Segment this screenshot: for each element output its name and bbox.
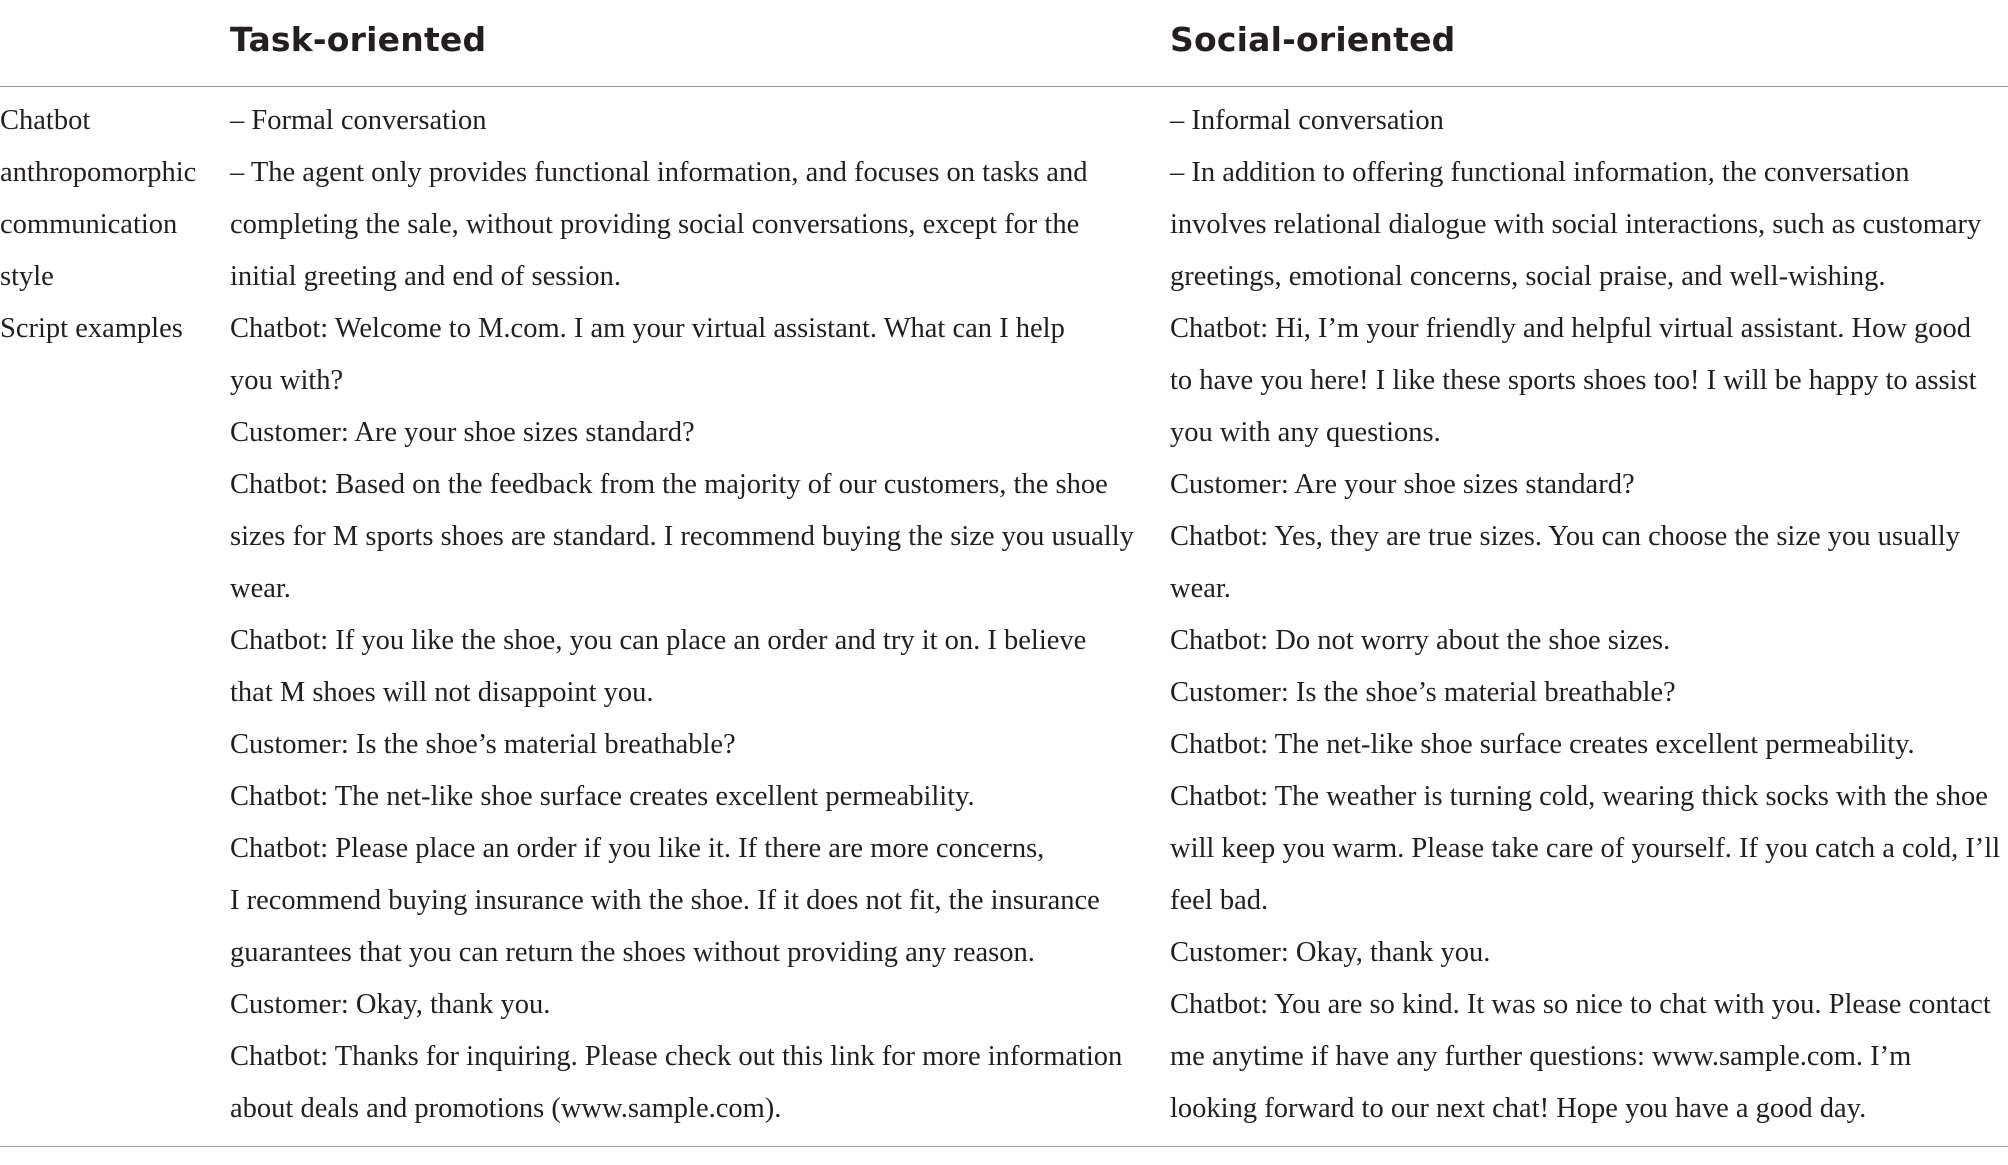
cell-line: – In addition to offering functional information, the conversation xyxy=(1170,157,1910,188)
row-label xyxy=(0,95,220,303)
cell-line: Chatbot: The weather is turning cold, wearing thick socks with the shoe xyxy=(1170,781,1988,812)
row-label-line: Script examples xyxy=(0,313,183,344)
cell-line: I recommend buying insurance with the shoe. If it does not fit, the insurance xyxy=(230,885,1100,916)
row-label-line: Chatbot xyxy=(0,105,91,136)
cell-line: will keep you warm. Please take care of yourself. If you catch a cold, I’ll xyxy=(1170,833,2001,864)
cell-line: about deals and promotions (www.sample.com). xyxy=(230,1093,782,1124)
table-row-communication-style xyxy=(0,95,2008,303)
cell-line: me anytime if have any further questions: www.sample.com. I’m xyxy=(1170,1041,1912,1072)
cell-line: sizes for M sports shoes are standard. I recommend buying the size you usually xyxy=(230,521,1134,552)
cell-line: wear. xyxy=(1170,573,1231,604)
cell-line: Chatbot: Based on the feedback from the majority of our customers, the shoe xyxy=(230,469,1108,500)
cell-line: Chatbot: You are so kind. It was so nice to chat with you. Please contact xyxy=(1170,989,1991,1020)
task-oriented-cell xyxy=(230,303,1150,1135)
cell-line: Chatbot: Yes, they are true sizes. You can choose the size you usually xyxy=(1170,521,1960,552)
social-oriented-cell xyxy=(1170,95,2005,303)
task-oriented-cell xyxy=(230,95,1150,303)
cell-line: Chatbot: Hi, I’m your friendly and helpful virtual assistant. How good xyxy=(1170,313,1972,344)
cell-line: Chatbot: The net-like shoe surface creates excellent permeability. xyxy=(1170,729,1915,760)
cell-line: completing the sale, without providing social conversations, except for the xyxy=(230,209,1080,240)
row-label xyxy=(0,303,220,355)
cell-line: – Formal conversation xyxy=(230,105,487,136)
cell-line: Chatbot: Please place an order if you like it. If there are more concerns, xyxy=(230,833,1045,864)
cell-line: guarantees that you can return the shoes without providing any reason. xyxy=(230,937,1035,968)
cell-line: Customer: Okay, thank you. xyxy=(1170,937,1491,968)
table-header xyxy=(0,0,2008,87)
cell-line: you with? xyxy=(230,365,344,396)
cell-line: Chatbot: Welcome to M.com. I am your virtual assistant. What can I help xyxy=(230,313,1065,344)
cell-line: – The agent only provides functional information, and focuses on tasks and xyxy=(230,157,1088,188)
cell-line: feel bad. xyxy=(1170,885,1269,916)
row-label-line: communication xyxy=(0,209,178,240)
cell-line: Customer: Okay, thank you. xyxy=(230,989,551,1020)
cell-line: you with any questions. xyxy=(1170,417,1441,448)
table-bottom-rule xyxy=(0,1146,2008,1147)
cell-line: Chatbot: Do not worry about the shoe sizes. xyxy=(1170,625,1671,656)
cell-line: Customer: Is the shoe’s material breathable? xyxy=(1170,677,1676,708)
cell-line: involves relational dialogue with social interactions, such as customary xyxy=(1170,209,1982,240)
social-oriented-cell xyxy=(1170,303,2005,1135)
cell-line: Chatbot: The net-like shoe surface creates excellent permeability. xyxy=(230,781,975,812)
social-oriented-header: Social-oriented xyxy=(1170,20,1456,59)
cell-line: initial greeting and end of session. xyxy=(230,261,621,292)
cell-line: wear. xyxy=(230,573,291,604)
cell-line: Chatbot: Thanks for inquiring. Please check out this link for more information xyxy=(230,1041,1123,1072)
cell-line: Customer: Are your shoe sizes standard? xyxy=(230,417,695,448)
cell-line: Chatbot: If you like the shoe, you can place an order and try it on. I believe xyxy=(230,625,1087,656)
row-label-line: anthropomorphic xyxy=(0,157,197,188)
cell-line: that M shoes will not disappoint you. xyxy=(230,677,654,708)
cell-line: to have you here! I like these sports shoes too! I will be happy to assist xyxy=(1170,365,1977,396)
cell-line: looking forward to our next chat! Hope you have a good day. xyxy=(1170,1093,1867,1124)
cell-line: Customer: Are your shoe sizes standard? xyxy=(1170,469,1635,500)
table-row-script-examples xyxy=(0,303,2008,1135)
cell-line: – Informal conversation xyxy=(1170,105,1444,136)
task-oriented-header: Task-oriented xyxy=(230,20,487,59)
cell-line: greetings, emotional concerns, social praise, and well-wishing. xyxy=(1170,261,1886,292)
row-label-line: style xyxy=(0,261,54,292)
cell-line: Customer: Is the shoe’s material breathable? xyxy=(230,729,736,760)
